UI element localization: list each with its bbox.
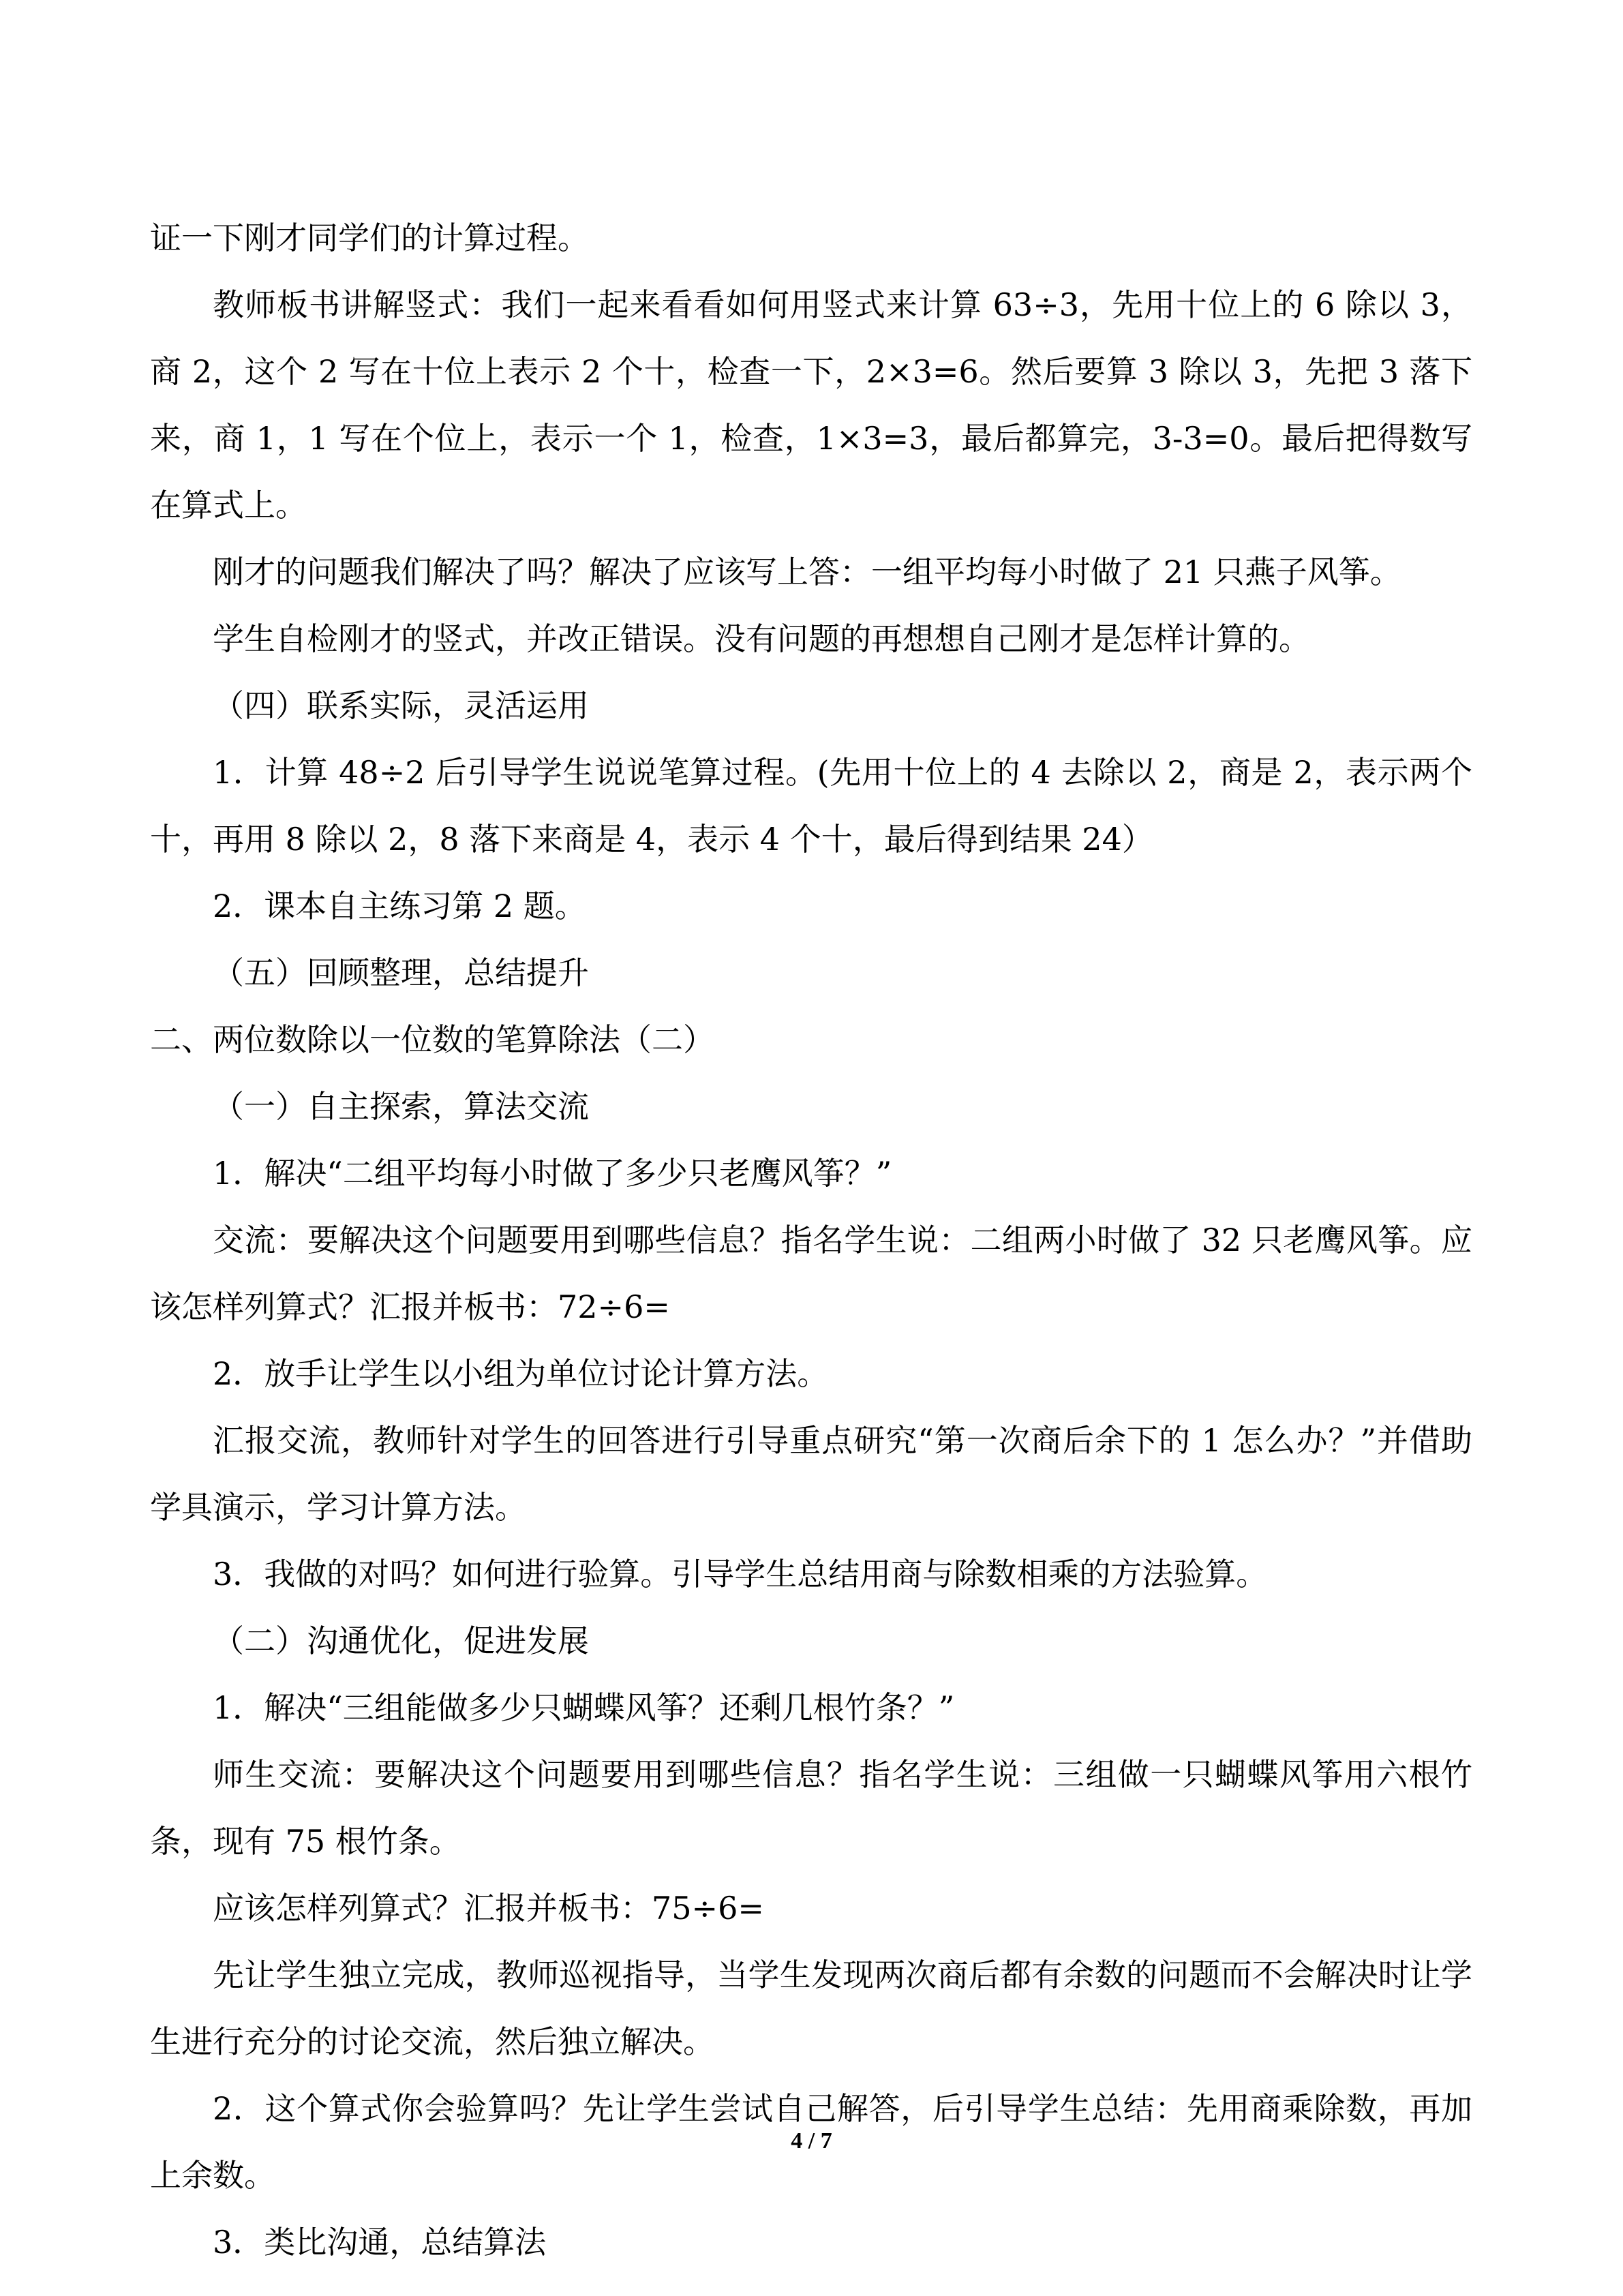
- paragraph: 师生交流：要解决这个问题要用到哪些信息？指名学生说：三组做一只蝴蝶风筝用六根竹条，现有 75 根竹条。: [150, 1756, 1472, 1860]
- paragraph: 先让学生独立完成，教师巡视指导，当学生发现两次商后都有余数的问题而不会解决时让学生进行充分的讨论交流，然后独立解决。: [150, 1957, 1472, 2060]
- paragraph: 2．这个算式你会验算吗？先让学生尝试自己解答，后引导学生总结：先用商乘除数，再加上余数。: [150, 2090, 1472, 2194]
- paragraph: 应该怎样列算式？汇报并板书：75÷6=: [213, 1890, 764, 1927]
- paragraph: 2．放手让学生以小组为单位讨论计算方法。: [213, 1355, 829, 1392]
- paragraph: 证一下刚才同学们的计算过程。: [150, 220, 589, 256]
- paragraph: 1．解决“三组能做多少只蝴蝶风筝？还剩几根竹条？”: [213, 1689, 955, 1726]
- paragraph: 交流：要解决这个问题要用到哪些信息？指名学生说：二组两小时做了 32 只老鹰风筝。应该怎样列算式？汇报并板书：72÷6=: [150, 1222, 1472, 1325]
- section-heading: （四）联系实际，灵活运用: [213, 687, 589, 724]
- paragraph: 3．我做的对吗？如何进行验算。引导学生总结用商与除数相乘的方法验算。: [213, 1556, 1268, 1592]
- section-heading: （二）沟通优化，促进发展: [213, 1622, 589, 1659]
- paragraph: 汇报交流，教师针对学生的回答进行引导重点研究“第一次商后余下的 1 怎么办？”并借助学具演示，学习计算方法。: [150, 1422, 1472, 1526]
- paragraph: 学生自检刚才的竖式，并改正错误。没有问题的再想想自己刚才是怎样计算的。: [213, 620, 1310, 657]
- paragraph: 1．计算 48÷2 后引导学生说说笔算过程。(先用十位上的 4 去除以 2，商是 2，表示两个十，再用 8 除以 2，8 落下来商是 4，表示 4 个十，最后得到结果 24）: [150, 754, 1472, 858]
- paragraph: 2．课本自主练习第 2 题。: [213, 888, 586, 924]
- paragraph: 教师板书讲解竖式：我们一起来看看如何用竖式来计算 63÷3，先用十位上的 6 除以 3，商 2，这个 2 写在十位上表示 2 个十，检查一下，2×3=6。然后要算 3 除以 3，先把 3 落下来，商 1，1 写在个位上，表示一个 1，检查，1×3=3，最后都算完，3-3=0。最后把得数写在算式上。: [150, 286, 1472, 524]
- paragraph: 1．解决“二组平均每小时做了多少只老鹰风筝？”: [213, 1155, 892, 1192]
- paragraph: 刚才的问题我们解决了吗？解决了应该写上答：一组平均每小时做了 21 只燕子风筝。: [213, 554, 1401, 590]
- page-number: 4 / 7: [791, 2128, 832, 2154]
- paragraph: 3．类比沟通，总结算法: [213, 2224, 547, 2261]
- section-heading: （五）回顾整理，总结提升: [213, 954, 589, 991]
- chapter-heading: 二、两位数除以一位数的笔算除法（二）: [150, 1021, 714, 1058]
- section-heading: （一）自主探索，算法交流: [213, 1088, 589, 1125]
- document-body: [150, 205, 1472, 2276]
